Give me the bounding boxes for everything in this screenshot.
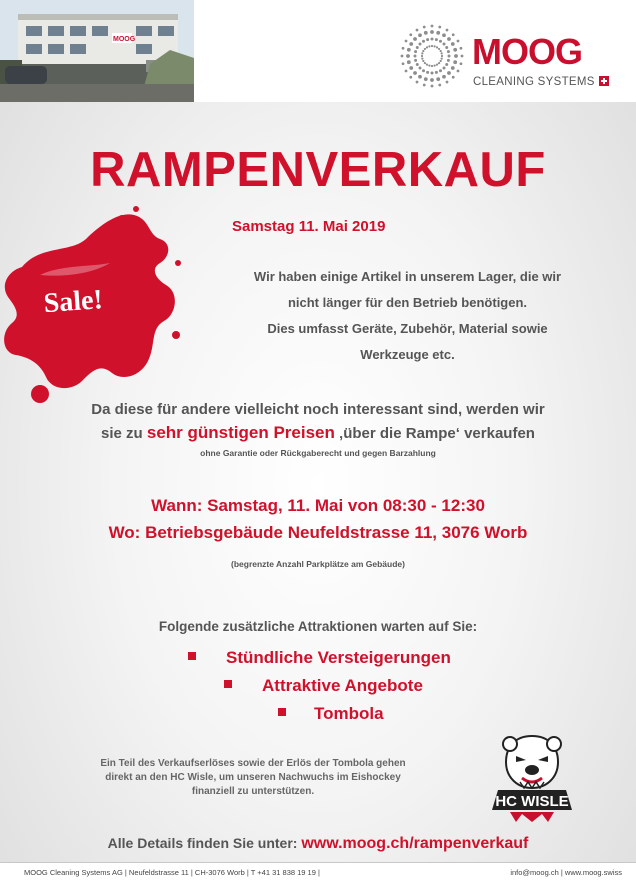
intro-line: Werkzeuge etc. [360, 347, 455, 362]
details-line: Alle Details finden Sie unter: www.moog.ch/rampenverkauf [107, 835, 529, 852]
intro-line: nicht länger für den Betrieb benötigen. [287, 295, 528, 310]
donation-text: Ein Teil des Verkaufserlöses sowie der Erlös der Tombola gehen direkt an den HC Wisle, um unseren Nachwuchs im Eishockey finanziell zu unterstützen. [100, 758, 406, 797]
list-item: Attraktive Angebote [224, 676, 423, 696]
list-item: Stündliche Versteigerungen [188, 648, 451, 668]
details-link[interactable]: www.moog.ch/rampenverkauf [301, 835, 529, 852]
square-bullet-icon [278, 708, 286, 716]
footer-contact[interactable]: info@moog.ch | www.moog.swiss [510, 868, 622, 877]
footer [0, 862, 636, 881]
header [0, 0, 636, 102]
bear-mascot-icon [503, 736, 561, 788]
brand-tagline: CLEANING SYSTEMS [473, 76, 609, 88]
square-bullet-icon [188, 652, 196, 660]
main-line-1: Da diese für andere vielleicht noch interessant sind, werden wir [91, 401, 545, 418]
club-logo-text: HC WISLE [495, 793, 569, 810]
attractions-heading: Folgende zusätzliche Attraktionen warten auf Sie: [158, 619, 478, 634]
flyer-title: RAMPENVERKAUF [90, 143, 546, 197]
sunburst-logo-icon [398, 22, 466, 90]
event-where: Wo: Betriebsgebäude Neufeldstrasse 11, 3076 Worb [108, 523, 528, 542]
sale-badge-text: Sale! [42, 284, 104, 320]
event-date: Samstag 11. Mai 2019 [232, 218, 386, 235]
square-bullet-icon [224, 680, 232, 688]
swiss-cross-icon [599, 76, 609, 86]
list-item: Tombola [278, 704, 384, 724]
event-when: Wann: Samstag, 11. Mai von 08:30 - 12:30 [151, 496, 485, 515]
footer-address: MOOG Cleaning Systems AG | Neufeldstrasse 11 | CH-3076 Worb | T +41 31 838 19 19 | [24, 868, 320, 877]
hc-wisle-logo [480, 732, 584, 824]
sign-text: MOOG [113, 36, 136, 43]
brand-name: MOOG [472, 31, 582, 72]
building-photo [0, 0, 194, 102]
parking-note: (begrenzte Anzahl Parkplätze am Gebäude) [231, 559, 405, 569]
conditions-note: ohne Garantie oder Rückgaberecht und gegen Barzahlung [200, 448, 436, 458]
main-line-2: sie zu sehr günstigen Preisen ‚über die Rampe‘ verkaufen [101, 423, 535, 442]
intro-text [215, 264, 600, 368]
price-highlight: sehr günstigen Preisen [146, 423, 335, 442]
paint-splash-icon [0, 205, 200, 405]
intro-line: Wir haben einige Artikel in unserem Lager, die wir [253, 269, 562, 284]
intro-line: Dies umfasst Geräte, Zubehör, Material sowie [267, 321, 548, 336]
